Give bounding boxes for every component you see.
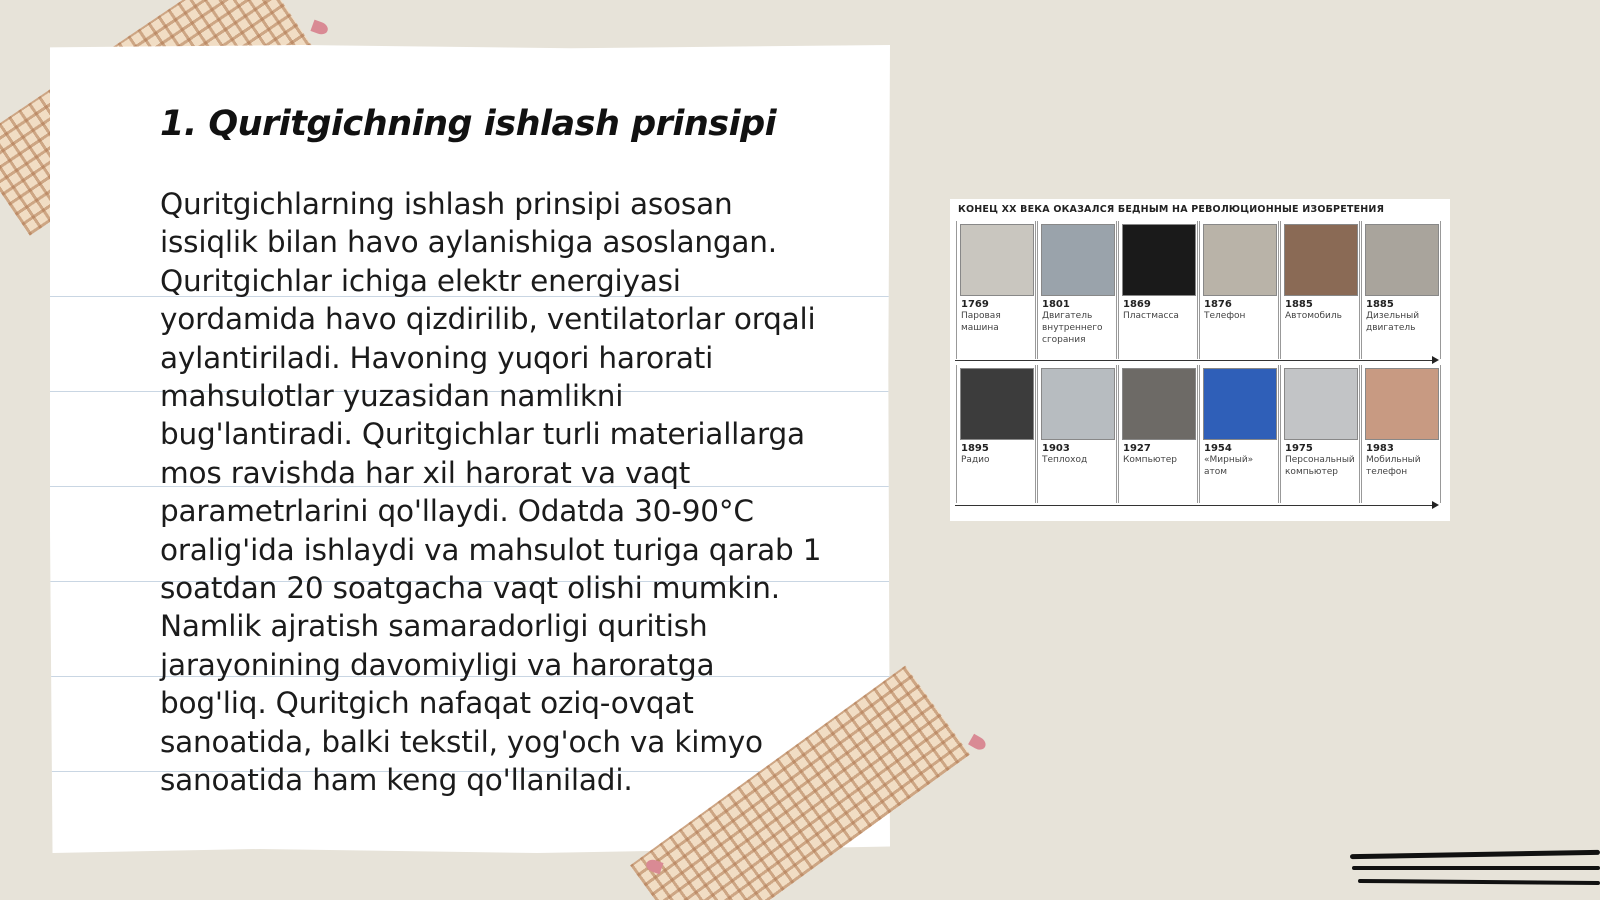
body-line: bug'lantiradi. Quritgichlar turli materiallarga — [160, 417, 805, 452]
body-line: mahsulotlar yuzasidan namlikni — [160, 379, 624, 414]
body-line: Quritgichlar ichiga elektr energiyasi — [160, 263, 681, 298]
figure-title: КОНЕЦ XX ВЕКА ОКАЗАЛСЯ БЕДНЫМ НА РЕВОЛЮЦИОННЫЕ ИЗОБРЕТЕНИЯ — [958, 204, 1385, 215]
invention-photo — [960, 368, 1034, 440]
invention-card — [1199, 221, 1279, 359]
invention-card — [956, 365, 1036, 503]
invention-year: 1954 — [1204, 443, 1232, 454]
body-line: jarayonining davomiyligi va haroratga — [160, 647, 715, 682]
invention-name: Телефон — [1204, 311, 1246, 321]
invention-year: 1885 — [1285, 299, 1313, 310]
invention-card — [1037, 365, 1117, 503]
slide-title: 1. Quritgichning ishlash prinsipi — [160, 104, 777, 144]
invention-photo — [960, 224, 1034, 296]
body-line: oralig'ida ishlaydi va mahsulot turiga qarab 1 — [160, 532, 822, 567]
invention-name: Теплоход — [1042, 455, 1088, 465]
invention-card — [1037, 221, 1117, 359]
invention-year: 1885 — [1366, 299, 1394, 310]
tape-corner-decoration — [310, 20, 329, 37]
brush-stroke — [1358, 879, 1600, 885]
invention-card — [1118, 365, 1198, 503]
invention-year: 1869 — [1123, 299, 1151, 310]
invention-photo — [1365, 224, 1439, 296]
body-line: yordamida havo qizdirilib, ventilatorlar orqali — [160, 302, 816, 337]
invention-photo — [1122, 224, 1196, 296]
timeline-axis — [955, 360, 1432, 361]
invention-name: Мобильный телефон — [1366, 455, 1421, 477]
invention-year: 1769 — [961, 299, 989, 310]
brush-stroke — [1352, 866, 1600, 870]
body-line: bog'liq. Quritgich nafaqat oziq-ovqat — [160, 686, 694, 721]
invention-name: Компьютер — [1123, 455, 1177, 465]
brush-stroke — [1350, 850, 1600, 859]
invention-name: Паровая машина — [961, 311, 1001, 333]
tape-corner-decoration — [968, 734, 988, 752]
invention-year: 1975 — [1285, 443, 1313, 454]
invention-name: Пластмасса — [1123, 311, 1179, 321]
invention-name: Радио — [961, 455, 990, 465]
invention-photo — [1284, 368, 1358, 440]
invention-card — [1199, 365, 1279, 503]
invention-year: 1927 — [1123, 443, 1151, 454]
invention-name: Дизельный двигатель — [1366, 311, 1420, 333]
body-line: aylantiriladi. Havoning yuqori harorati — [160, 340, 714, 375]
invention-year: 1895 — [961, 443, 989, 454]
invention-name: «Мирный» атом — [1204, 455, 1254, 477]
invention-card — [1361, 221, 1441, 359]
body-line: sanoatida ham keng qo'llaniladi. — [160, 763, 633, 798]
invention-name: Двигатель внутреннего сгорания — [1042, 311, 1103, 345]
invention-card — [1280, 221, 1360, 359]
inventions-timeline-image — [950, 199, 1450, 521]
invention-year: 1903 — [1042, 443, 1070, 454]
arrow-icon — [1432, 501, 1439, 509]
body-line: parametrlarini qo'llaydi. Odatda 30-90°C — [160, 494, 754, 529]
invention-photo — [1365, 368, 1439, 440]
body-line: sanoatida, balki tekstil, yog'och va kimyo — [160, 724, 763, 759]
invention-year: 1801 — [1042, 299, 1070, 310]
invention-photo — [1041, 224, 1115, 296]
invention-card — [1361, 365, 1441, 503]
invention-card — [1118, 221, 1198, 359]
invention-photo — [1041, 368, 1115, 440]
body-paragraph — [160, 185, 850, 800]
arrow-icon — [1432, 356, 1439, 364]
invention-photo — [1122, 368, 1196, 440]
timeline-axis — [955, 505, 1432, 506]
invention-name: Персональный компьютер — [1285, 455, 1355, 477]
invention-photo — [1203, 368, 1277, 440]
body-line: issiqlik bilan havo aylanishiga asoslangan. — [160, 225, 777, 260]
invention-year: 1983 — [1366, 443, 1394, 454]
invention-photo — [1284, 224, 1358, 296]
invention-photo — [1203, 224, 1277, 296]
body-line: Namlik ajratish samaradorligi quritish — [160, 609, 708, 644]
invention-card — [956, 221, 1036, 359]
invention-card — [1280, 365, 1360, 503]
body-line: mos ravishda har xil harorat va vaqt — [160, 455, 691, 490]
invention-year: 1876 — [1204, 299, 1232, 310]
body-line: Quritgichlarning ishlash prinsipi asosan — [160, 187, 733, 221]
body-line: soatdan 20 soatgacha vaqt olishi mumkin. — [160, 571, 780, 606]
invention-name: Автомобиль — [1285, 311, 1342, 321]
